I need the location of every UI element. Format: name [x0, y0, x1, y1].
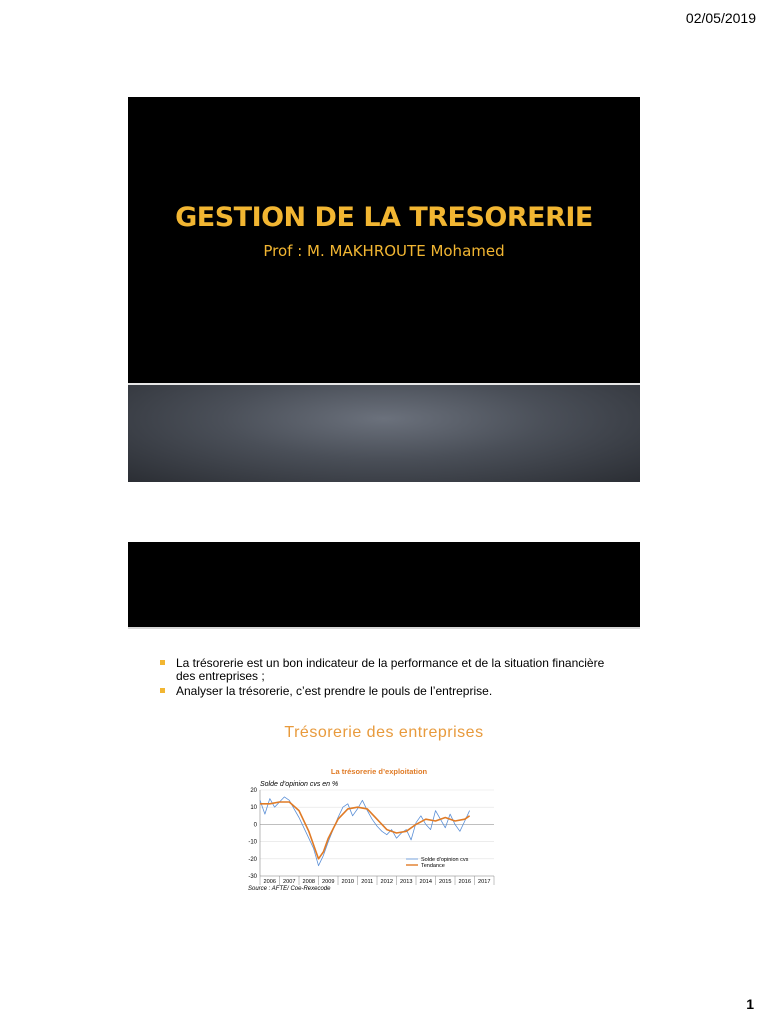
chart-ylabel: Solde d’opinion cvs en % — [260, 781, 339, 788]
y-tick-label: -20 — [248, 856, 257, 863]
list-item — [158, 657, 618, 683]
x-tick-label: 2011 — [361, 879, 374, 885]
content-slide-header — [128, 542, 640, 627]
chart-svg — [240, 763, 518, 893]
y-tick-label: 0 — [253, 822, 257, 829]
bullet-icon — [160, 688, 165, 693]
x-tick-label: 2015 — [439, 879, 452, 885]
bullet-text: La trésorerie est un bon indicateur de la performance et de la situation financière des entreprises ; — [176, 656, 605, 683]
x-tick-label: 2016 — [458, 879, 471, 885]
x-tick-label: 2014 — [419, 879, 432, 885]
y-tick-label: 10 — [250, 805, 257, 812]
chart-source: Source : AFTE/ Coe-Rexecode — [248, 886, 331, 892]
header-date: 02/05/2019 — [685, 10, 756, 26]
bullet-list — [158, 657, 618, 700]
x-tick-label: 2017 — [478, 879, 491, 885]
list-item — [158, 685, 618, 698]
slide-subtitle: Prof : M. MAKHROUTE Mohamed — [263, 242, 505, 260]
y-tick-label: -30 — [248, 874, 257, 880]
slide-gradient-band — [128, 385, 640, 482]
chart-title: La trésorerie d’exploitation — [330, 767, 428, 776]
bullet-text: Analyser la trésorerie, c’est prendre le pouls de l’entreprise. — [176, 684, 493, 698]
x-tick-label: 2007 — [283, 879, 296, 885]
y-tick-label: -10 — [248, 839, 257, 846]
x-tick-label: 2009 — [322, 879, 335, 885]
chart-heading: Trésorerie des entreprises — [284, 724, 484, 741]
legend-label: Tendance — [421, 863, 445, 869]
series-line — [260, 802, 470, 859]
x-tick-label: 2008 — [302, 879, 315, 885]
legend-label: Solde d’opinion cvs — [421, 857, 469, 863]
x-tick-label: 2006 — [263, 879, 276, 885]
slide-title: GESTION DE LA TRESORERIE — [175, 202, 593, 233]
bullet-icon — [160, 660, 165, 665]
content-slide-divider — [128, 627, 640, 629]
x-tick-label: 2010 — [341, 879, 354, 885]
page-number: 1 — [746, 996, 754, 1012]
treasury-chart — [240, 763, 518, 893]
chart-legend — [406, 857, 469, 869]
y-tick-label: 20 — [250, 788, 257, 794]
slide-dark-area — [128, 97, 640, 383]
x-tick-label: 2012 — [380, 879, 393, 885]
title-slide — [128, 97, 640, 482]
x-tick-label: 2013 — [400, 879, 413, 885]
